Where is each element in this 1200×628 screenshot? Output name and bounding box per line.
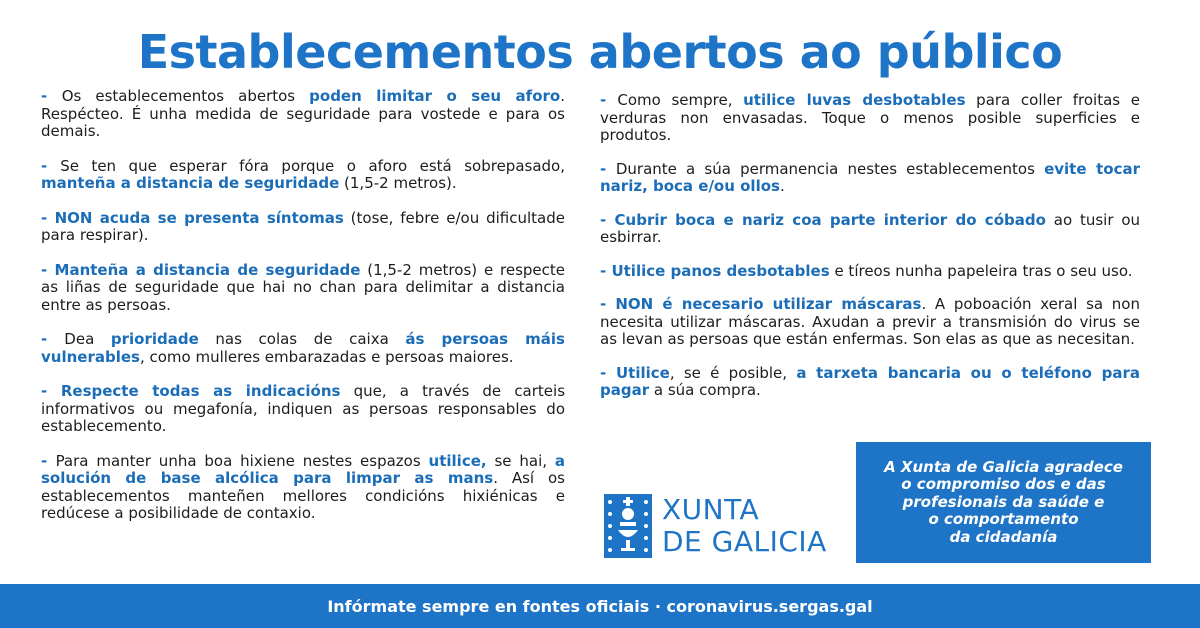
left-column (41, 88, 565, 540)
bullet-dash: - (41, 330, 65, 348)
xunta-emblem-icon (604, 494, 652, 558)
guideline-item (41, 383, 565, 436)
bullet-dash: - (41, 260, 55, 279)
highlighted-text: NON acuda se presenta síntomas (54, 208, 344, 227)
guideline-item (600, 365, 1140, 400)
body-text: Os establecementos abertos (61, 87, 310, 105)
highlighted-text: Manteña a distancia de seguridade (54, 260, 361, 279)
highlighted-text: a solución de base alcólica para limpar as mans (41, 451, 566, 487)
footer-text: Infórmate sempre en fontes oficiais · coronavirus.sergas.gal (327, 596, 873, 616)
body-text: para coller froitas e verduras non envasadas. Toque o menos posible superficies e produtos. (600, 91, 1140, 144)
bullet-dash: - (600, 295, 616, 313)
highlighted-text: poden limitar o seu aforo (309, 87, 561, 105)
thanks-box (856, 442, 1151, 563)
highlighted-text: utilice luvas desbotables (743, 91, 966, 109)
guideline-item (600, 263, 1140, 281)
bullet-dash: - (41, 208, 55, 227)
body-text: , se é posible, (669, 363, 797, 382)
guideline-item (41, 158, 565, 193)
guideline-item (600, 92, 1140, 145)
highlighted-text: utilice, (428, 451, 487, 470)
guideline-item (600, 212, 1140, 247)
guideline-item (41, 331, 565, 366)
body-text: a súa compra. (649, 381, 761, 399)
bullet-dash: - (41, 156, 61, 175)
highlighted-text: prioridade (110, 330, 199, 348)
bullet-dash: - (600, 210, 615, 229)
highlighted-text: a tarxeta bancaria ou o teléfono para pagar (600, 363, 1141, 399)
bullet-dash: - (41, 451, 56, 470)
body-text: se hai, (486, 451, 555, 470)
guideline-item (41, 262, 565, 315)
body-text: (tose, febre e/ou dificultade para respirar). (41, 208, 565, 244)
body-text: . Así os establecementos manteñen mellores condicións hixiénicas e redúcese a posibilidade de contaxio. (41, 469, 566, 522)
body-text: nas colas de caixa (198, 330, 406, 348)
body-text: Como sempre, (617, 91, 744, 109)
logo-line-1: XUNTA (662, 493, 760, 526)
highlighted-text: manteña a distancia de seguridade (41, 174, 340, 192)
bullet-dash: - (41, 382, 61, 400)
guideline-item (41, 88, 565, 141)
highlighted-text: Respecte todas as indicacións (60, 382, 341, 400)
body-text: Durante a súa permanencia nestes establecementos (615, 159, 1045, 178)
body-text: ao tusir ou esbirrar. (600, 210, 1141, 246)
bullet-dash: - (600, 159, 616, 178)
footer-banner (0, 584, 1200, 628)
xunta-wordmark (662, 494, 827, 558)
highlighted-text: Utilice panos desbotables (611, 261, 830, 280)
body-text: (1,5-2 metros) e respecte as liñas de seguridade que hai no chan para delimitar a distancia entre as persoas. (41, 260, 566, 314)
right-column (600, 92, 1140, 416)
bullet-dash: - (41, 87, 62, 105)
page-title: Establecementos abertos ao público (137, 25, 1063, 79)
bullet-dash: - (600, 91, 618, 109)
body-text: Dea (64, 330, 111, 348)
bullet-dash: - (600, 261, 612, 280)
body-text: (1,5-2 metros). (339, 174, 457, 192)
guideline-item (600, 296, 1140, 349)
body-text: . A poboación xeral sa non necesita utilizar máscaras. Axudan a previr a transmisión do virus se as levan as persoas que están enfermas. Son elas as que as necesitan. (600, 295, 1140, 348)
highlighted-text: Utilice (615, 363, 670, 382)
guideline-item (600, 161, 1140, 196)
highlighted-text: Cubrir boca e nariz coa parte interior do cóbado (614, 210, 1046, 229)
highlighted-text: NON é necesario utilizar máscaras (615, 295, 922, 313)
body-text: Se ten que esperar fóra porque o aforo está sobrepasado, (60, 156, 565, 175)
body-text: que, a través de carteis informativos ou megafonía, indiquen as persoas responsables do establecemento. (41, 382, 566, 435)
body-text: . (779, 177, 785, 195)
body-text: . Respécteo. É unha medida de seguridade para vostede e para os demais. (41, 87, 565, 140)
thanks-text: A Xunta de Galicia agradece o compromiso dos e das profesionais da saúde e o comportamento da cidadanía (884, 457, 1123, 546)
body-text: Para manter unha boa hixiene nestes espazos (55, 451, 429, 470)
highlighted-text: ás persoas máis vulnerables (41, 330, 565, 366)
body-text: e tíreos nunha papeleira tras o seu uso. (829, 261, 1133, 280)
guideline-item (41, 453, 565, 523)
guideline-item (41, 210, 565, 245)
bullet-dash: - (600, 363, 616, 382)
highlighted-text: evite tocar nariz, boca e/ou ollos (600, 159, 1141, 195)
xunta-logo (604, 494, 844, 558)
body-text: , como mulleres embarazadas e persoas maiores. (139, 347, 514, 366)
logo-line-2: DE GALICIA (662, 525, 827, 558)
